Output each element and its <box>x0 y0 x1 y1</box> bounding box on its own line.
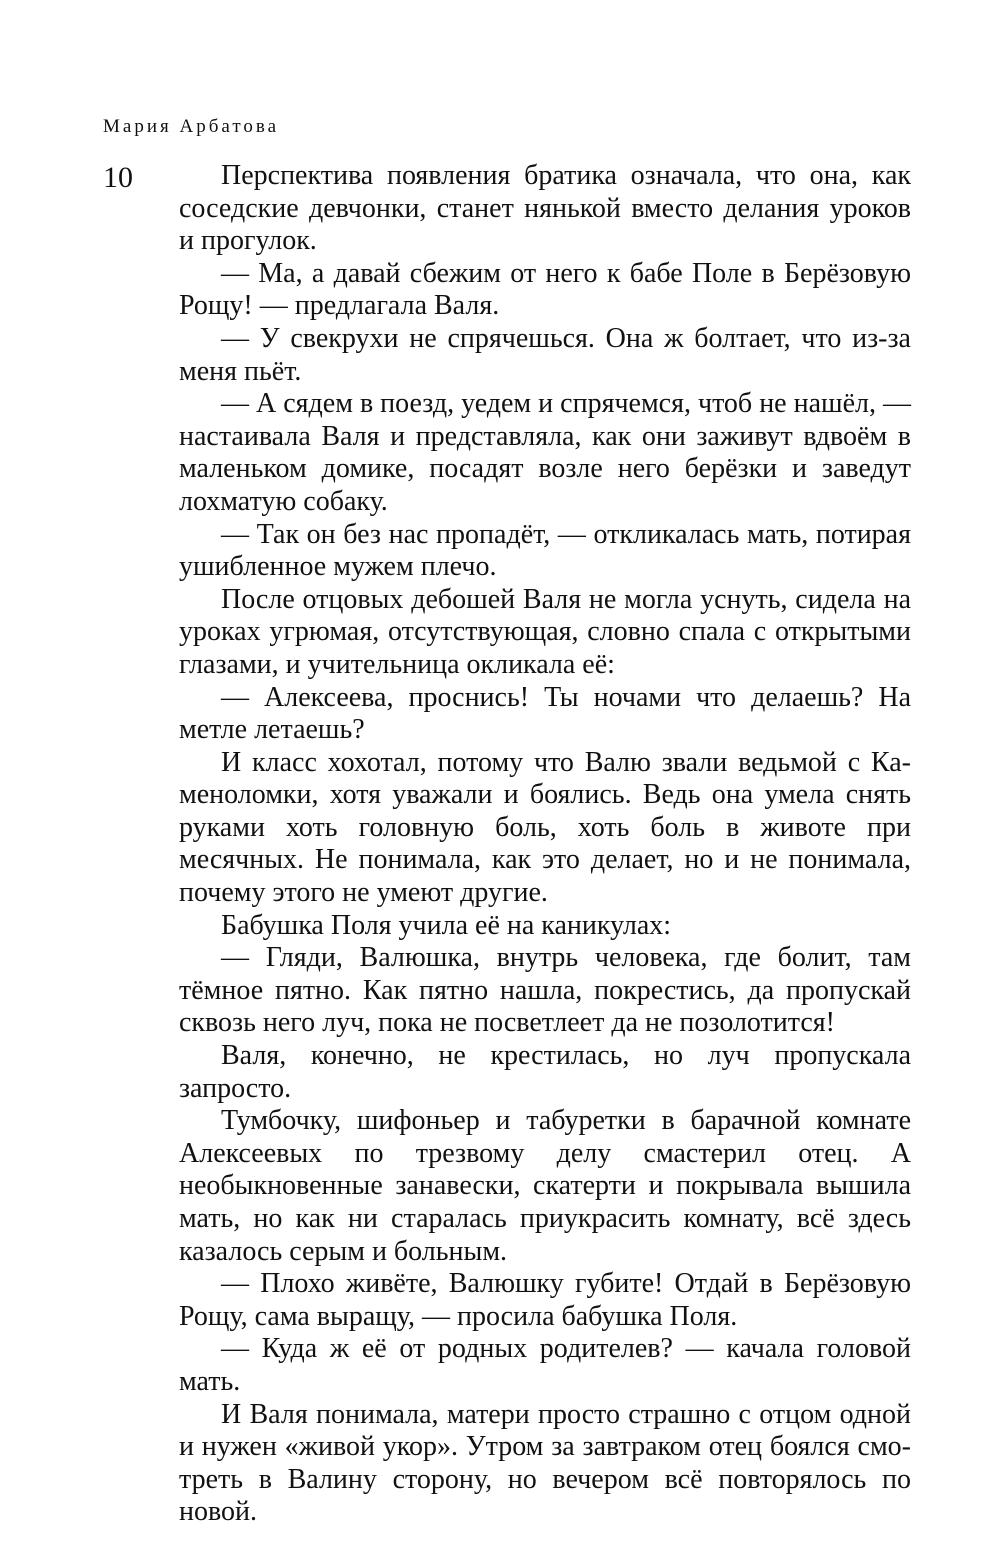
paragraph: — Так он без нас пропадёт, — откликалась мать, потирая ушибленное мужем плечо. <box>179 518 911 583</box>
paragraph: Перспектива появления братика означала, что она, как соседские девчонки, станет нянькой вместо делания уроков и прогулок. <box>179 160 911 257</box>
paragraph: — Ма, а давай сбежим от него к бабе Поле в Берёзовую Рощу! — предлагала Валя. <box>179 257 911 322</box>
paragraph: Валя, конечно, не крестилась, но луч пропускала запросто. <box>179 1040 911 1104</box>
page-number: 10 <box>103 161 133 194</box>
paragraph: После отцовых дебошей Валя не могла уснуть, сидела на уроках угрюмая, отсутствующая, словно спала с открытыми глазами, и учительница окликала её: <box>179 583 911 680</box>
paragraph: — Алексеева, проснись! Ты ночами что делаешь? На метле летаешь? <box>179 681 911 746</box>
running-head-author: Мария Арбатова <box>103 116 280 137</box>
paragraph: Тумбочку, шифоньер и табуретки в барачной комнате Алексеевых по трезвому делу смастерил отец. А необыкновенные занавески, скатерти и покрывала вышила мать, но как ни старалась приукрасить комнату, всё здесь казалось серым и больным. <box>179 1105 911 1267</box>
paragraph: — У свекрухи не спрячешься. Она ж болтает, что из-за меня пьёт. <box>179 322 911 387</box>
paragraph: — Плохо живёте, Валюшку губите! Отдай в Берёзовую Рощу, сама выращу, — просила бабушка Поля. <box>179 1268 911 1332</box>
paragraph: — А сядем в поезд, уедем и спрячемся, чтоб не нашёл, — настаивала Валя и представляла, как они заживут вдвоём в маленьком домике, посадят возле него берёзки и заведут лохматую собаку. <box>179 388 911 517</box>
text-body <box>179 160 911 1529</box>
paragraph: — Куда ж её от родных родителев? — качала головой мать. <box>179 1333 911 1397</box>
paragraph: Бабушка Поля учила её на каникулах: <box>221 909 672 941</box>
paragraph: И Валя понимала, матери просто страшно с отцом одной и нужен «живой укор». Утром за завтраком отец боялся смотреть в Валину сторону, но вечером всё повторялось по новой. <box>179 1398 911 1528</box>
paragraph: И класс хохотал, потому что Валю звали ведьмой с Каменоломки, хотя уважали и боялись. Ведь она умела снять руками хоть головную боль, хоть боль в животе при месячных. Не понимала, как это делает, но и не понимала, почему этого не умеют другие. <box>179 746 911 909</box>
paragraph: — Гляди, Валюшка, внутрь человека, где болит, там тёмное пятно. Как пятно нашла, покрестись, да пропускай сквозь него луч, пока не посветлеет да не позолотится! <box>179 942 911 1039</box>
